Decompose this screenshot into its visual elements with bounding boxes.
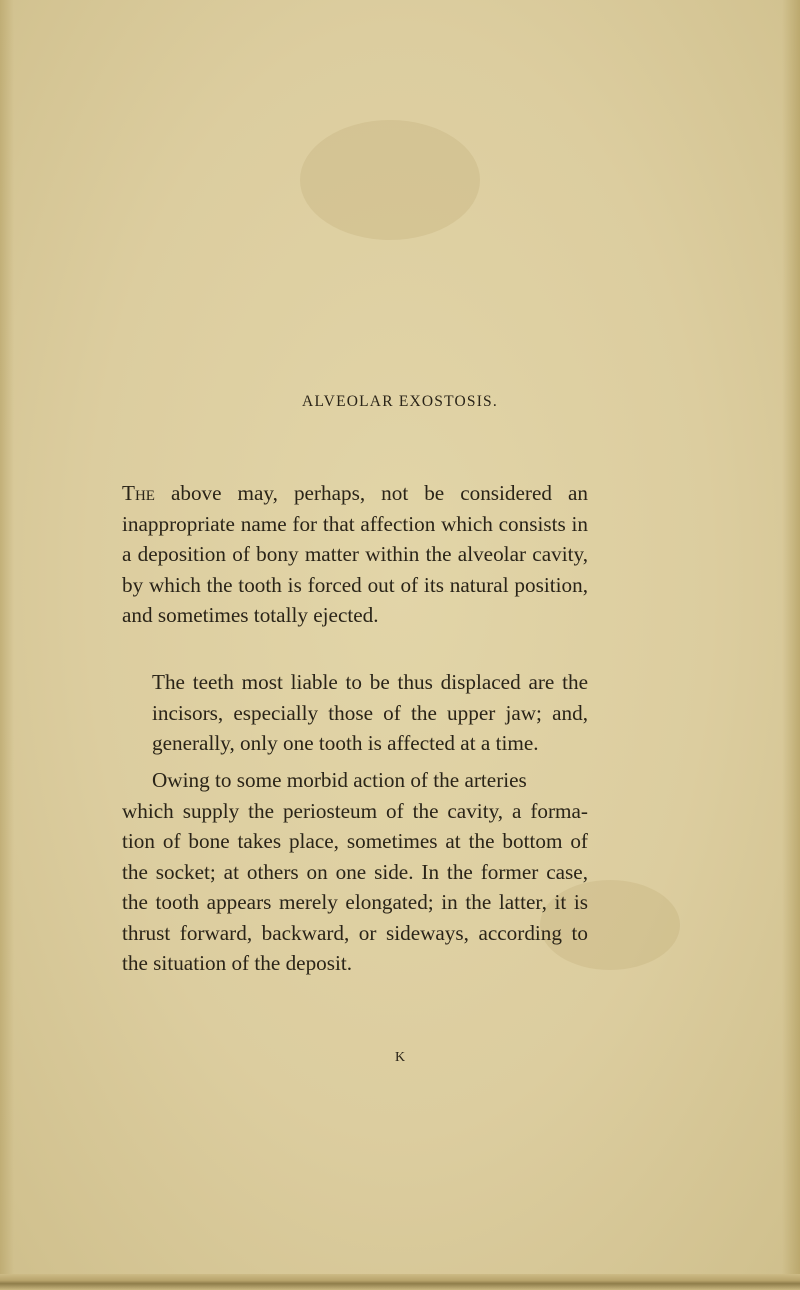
page-left-edge — [0, 0, 14, 1290]
paragraph-3-body: which supply the periosteum of the cavity, a forma- tion of bone takes place, sometimes at the bottom of the socket; at others on one side. In the former case, the tooth appears merely elongated; in the latter, it is thrust forward, backward, or sideways, according to the situation of the deposit. — [122, 798, 588, 975]
paragraph-1 — [122, 478, 588, 631]
paragraph-1-body: above may, perhaps, not be considered an inappropriate name for that affection which consists in a deposition of bony matter within the alveolar cavity, by which the tooth is forced out of its natural position, and sometimes totally ejected. — [122, 481, 588, 627]
page-bottom-edge — [0, 1274, 800, 1290]
paragraph-1-lead: The — [122, 481, 155, 505]
section-heading: ALVEOLAR EXOSTOSIS. — [302, 393, 498, 410]
paragraph-3-first-line: Owing to some morbid action of the arteries — [152, 768, 527, 792]
paragraph-2: The teeth most liable to be thus displaced are the incisors, especially those of the upper jaw; and, generally, only one tooth is affected at a time. — [152, 670, 588, 755]
paper-stain — [300, 120, 480, 240]
paragraph-3 — [122, 765, 588, 979]
page-right-edge — [782, 0, 800, 1290]
signature-mark: K — [394, 1050, 406, 1065]
